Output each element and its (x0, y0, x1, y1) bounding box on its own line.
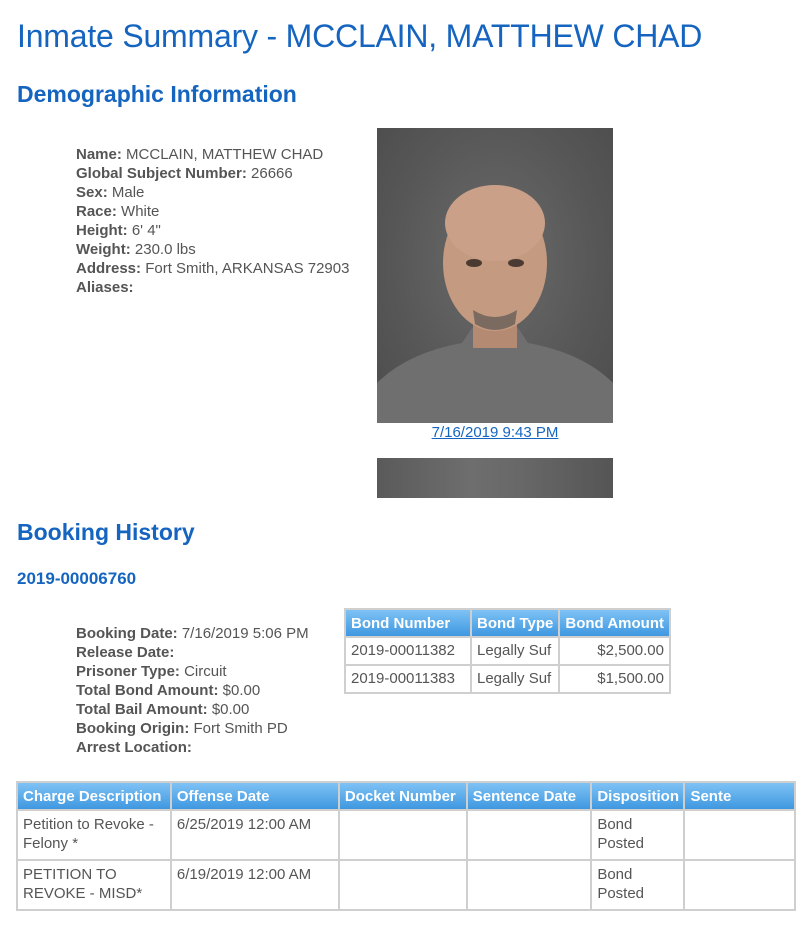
bond-type-cell: Legally Suf (472, 638, 558, 664)
charge-table-viewport[interactable] (16, 781, 732, 916)
mugshot-photo[interactable] (377, 128, 613, 423)
sentence-cell (685, 811, 794, 859)
bond-type-cell: Legally Suf (472, 666, 558, 692)
bond-table-header-row (346, 610, 669, 636)
table-row (18, 861, 794, 909)
charge-description-cell: PETITION TO REVOKE - MISD* (18, 861, 170, 909)
photo-timestamp-link[interactable]: 7/16/2019 9:43 PM (431, 424, 559, 441)
sentence-date-cell (468, 811, 591, 859)
field-total-bond-amount: Total Bond Amount: $0.00 (76, 682, 261, 699)
field-sex: Sex: Male (76, 184, 145, 201)
field-global-subject-number: Global Subject Number: 26666 (76, 165, 293, 182)
field-release-date: Release Date: (76, 644, 175, 661)
docket-number-cell (340, 861, 466, 909)
column-header[interactable]: Docket Number (340, 783, 466, 809)
person-silhouette-icon (377, 128, 613, 423)
field-height: Height: 6' 4" (76, 222, 161, 239)
field-weight: Weight: 230.0 lbs (76, 241, 196, 258)
bond-amount-cell: $2,500.00 (560, 638, 669, 664)
bond-amount-cell: $1,500.00 (560, 666, 669, 692)
column-header[interactable]: Sente (685, 783, 794, 809)
charge-table-header-row (18, 783, 794, 809)
field-address: Address: Fort Smith, ARKANSAS 72903 (76, 260, 350, 277)
booking-details (76, 624, 309, 757)
table-row (18, 811, 794, 859)
secondary-photo-thumbnail[interactable] (377, 458, 613, 498)
table-row (346, 638, 669, 664)
booking-number: 2019-00006760 (17, 569, 137, 588)
column-header[interactable]: Charge Description (18, 783, 170, 809)
column-header[interactable]: Bond Number (346, 610, 470, 636)
sentence-cell (685, 861, 794, 909)
column-header[interactable]: Bond Type (472, 610, 558, 636)
docket-number-cell (340, 811, 466, 859)
field-race: Race: White (76, 203, 160, 220)
booking-history-heading: Booking History (17, 519, 195, 545)
field-prisoner-type: Prisoner Type: Circuit (76, 663, 227, 680)
disposition-cell: Bond Posted (592, 811, 683, 859)
offense-date-cell: 6/19/2019 12:00 AM (172, 861, 338, 909)
offense-date-cell: 6/25/2019 12:00 AM (172, 811, 338, 859)
bond-table (344, 608, 671, 694)
column-header[interactable]: Sentence Date (468, 783, 591, 809)
sentence-date-cell (468, 861, 591, 909)
table-row (346, 666, 669, 692)
demographic-heading: Demographic Information (17, 81, 297, 107)
page-title: Inmate Summary - MCCLAIN, MATTHEW CHAD (17, 18, 703, 54)
field-name: Name: MCCLAIN, MATTHEW CHAD (76, 146, 324, 163)
field-total-bail-amount: Total Bail Amount: $0.00 (76, 701, 250, 718)
column-header[interactable]: Disposition (592, 783, 683, 809)
column-header[interactable]: Offense Date (172, 783, 338, 809)
bond-number-cell: 2019-00011383 (346, 666, 470, 692)
bond-number-cell: 2019-00011382 (346, 638, 470, 664)
field-arrest-location: Arrest Location: (76, 739, 192, 756)
column-header[interactable]: Bond Amount (560, 610, 669, 636)
disposition-cell: Bond Posted (592, 861, 683, 909)
field-booking-date: Booking Date: 7/16/2019 5:06 PM (76, 625, 309, 642)
charge-table (16, 781, 796, 911)
demographic-details (76, 145, 349, 297)
field-aliases: Aliases: (76, 279, 134, 296)
charge-description-cell: Petition to Revoke - Felony * (18, 811, 170, 859)
field-booking-origin: Booking Origin: Fort Smith PD (76, 720, 288, 737)
